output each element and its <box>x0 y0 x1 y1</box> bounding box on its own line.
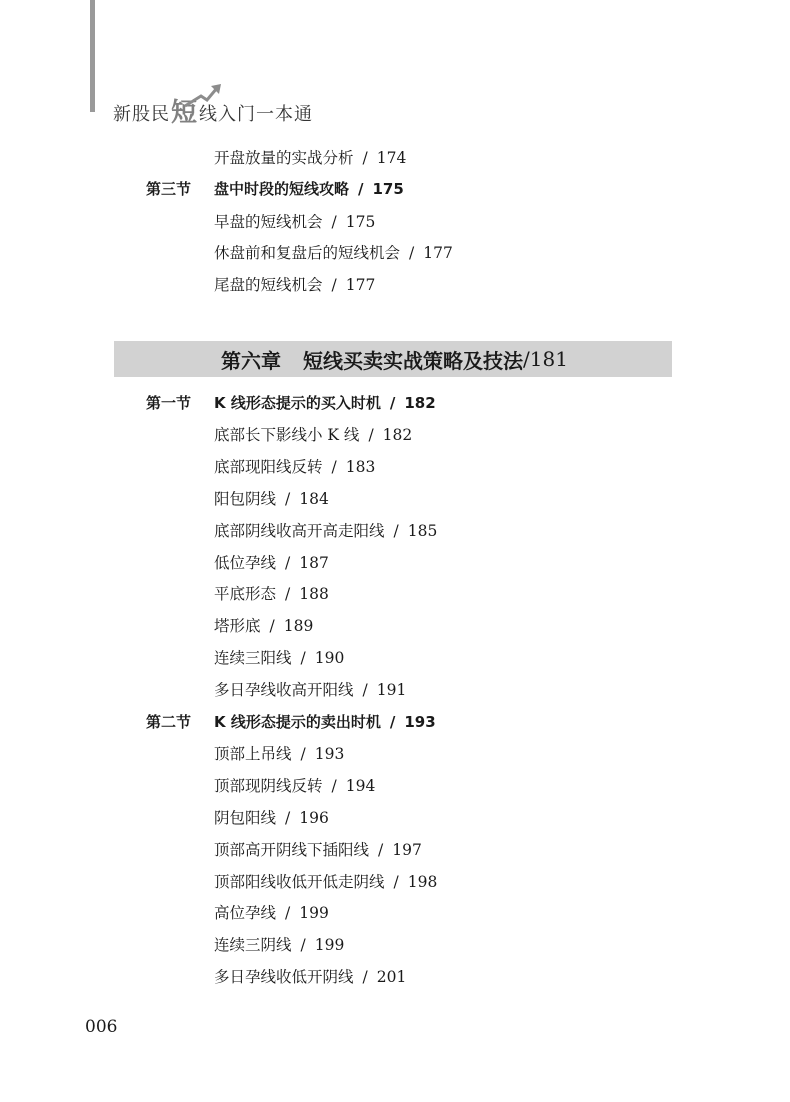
toc-entry-page: 174 <box>376 149 407 167</box>
toc-entry-page: 175 <box>345 212 376 231</box>
toc-entry <box>214 392 436 413</box>
toc-entry-page: 177 <box>423 244 453 263</box>
toc-entry <box>214 711 436 732</box>
book-title-prefix: 新股民 <box>113 104 170 125</box>
toc-entry-page: 182 <box>404 393 436 412</box>
toc-entry-page: 187 <box>299 553 329 572</box>
toc-separator: / <box>331 276 337 295</box>
toc-entry-title: 多日孕线收高开阳线 <box>214 681 354 700</box>
toc-entry-row <box>0 741 790 765</box>
toc-entry-title: 尾盘的短线机会 <box>214 276 323 295</box>
toc-entry-row <box>0 805 790 829</box>
toc-entry <box>214 551 329 573</box>
toc-entry-page: 196 <box>299 808 329 827</box>
toc-entry-row <box>0 486 790 510</box>
toc-entry-row <box>0 900 790 924</box>
toc-section-label: 第二节 <box>146 712 192 731</box>
toc-entry <box>214 870 437 892</box>
toc-entry-row <box>0 964 790 988</box>
toc-entry-title: 多日孕线收低开阴线 <box>214 968 354 987</box>
toc-entry-title: 阴包阳线 <box>214 808 277 827</box>
toc-separator: / <box>300 649 306 668</box>
toc-separator: / <box>269 617 275 636</box>
toc-entry-page: 175 <box>372 180 404 199</box>
toc-entry <box>214 614 313 636</box>
toc-entry <box>214 241 453 263</box>
toc-separator: / <box>362 149 368 167</box>
toc-entry-row <box>0 645 790 669</box>
toc-separator: / <box>389 393 396 412</box>
toc-entry-row <box>0 422 790 446</box>
toc-entry-title: 连续三阴线 <box>214 936 292 955</box>
toc-entry-row <box>0 613 790 637</box>
toc-separator: / <box>378 840 384 859</box>
toc-entry-title: 休盘前和复盘后的短线机会 <box>214 244 401 263</box>
toc-entry <box>214 519 437 541</box>
toc-entry <box>214 965 406 987</box>
toc-entry-title: 低位孕线 <box>214 553 277 572</box>
toc-entry-title: K 线形态提示的卖出时机 <box>214 712 381 731</box>
toc-separator: / <box>285 585 291 604</box>
toc-entry <box>214 146 406 168</box>
toc-section-row <box>0 709 790 733</box>
toc-entry-page: 193 <box>314 744 345 763</box>
toc-entry <box>214 774 375 796</box>
chapter-label: 第六章 <box>221 348 281 373</box>
toc-separator: / <box>285 808 291 827</box>
toc-entry-page: 188 <box>299 585 329 604</box>
toc-entry <box>214 678 406 700</box>
toc-entry-title: 底部长下影线小 K 线 <box>214 425 360 444</box>
book-title-suffix: 线入门一本通 <box>199 104 314 125</box>
toc-section-label: 第三节 <box>146 180 192 199</box>
toc-entry-page: 193 <box>404 712 436 731</box>
toc-entry-title: 早盘的短线机会 <box>214 212 323 231</box>
toc-entry-title: 盘中时段的短线攻略 <box>214 180 350 199</box>
toc-entry-page: 201 <box>376 968 407 987</box>
toc-entry-page: 194 <box>345 776 376 795</box>
toc-entry-row <box>0 209 790 233</box>
toc-entry-row <box>0 869 790 893</box>
toc-separator: / <box>331 776 337 795</box>
toc-entry-title: 顶部现阴线反转 <box>214 776 323 795</box>
toc-entry-title: 底部现阳线反转 <box>214 457 323 476</box>
toc-entry <box>214 455 375 477</box>
toc-entry-title: K 线形态提示的买入时机 <box>214 393 381 412</box>
toc-entry-row <box>0 581 790 605</box>
toc-entry-row <box>0 454 790 478</box>
toc-entry-row <box>0 240 790 264</box>
chapter-title: 短线买卖实战策略及技法 <box>303 348 523 373</box>
toc-entry-title: 底部阴线收高开高走阳线 <box>214 521 385 540</box>
toc-section-row <box>0 390 790 414</box>
toc-entry-row <box>0 145 790 169</box>
toc-separator: / <box>285 904 291 923</box>
toc-entry-title: 顶部阳线收低开低走阴线 <box>214 872 385 891</box>
toc-entry-title: 阳包阴线 <box>214 489 277 508</box>
toc-section-label: 第一节 <box>146 393 192 412</box>
chapter-page: /181 <box>523 347 568 371</box>
toc-entry-title: 开盘放量的实战分析 <box>214 149 354 167</box>
toc-entry-row <box>0 518 790 542</box>
toc-entry-page: 191 <box>376 681 407 700</box>
toc-separator: / <box>358 180 364 199</box>
toc-entry <box>214 178 404 199</box>
toc-entry-title: 顶部高开阴线下插阳线 <box>214 840 370 859</box>
toc-entry-page: 190 <box>314 649 345 668</box>
toc-separator: / <box>393 521 399 540</box>
toc-separator: / <box>393 872 399 891</box>
toc-entry-row <box>0 837 790 861</box>
toc-entry <box>214 646 344 668</box>
toc-entry-title: 平底形态 <box>214 585 277 604</box>
toc-entry <box>214 838 422 860</box>
toc-entry-page: 199 <box>299 904 329 923</box>
toc-separator: / <box>409 244 415 263</box>
toc-separator: / <box>331 212 337 231</box>
toc-entry <box>214 806 329 828</box>
toc-entry-row <box>0 272 790 296</box>
toc-entry-title: 顶部上吊线 <box>214 744 292 763</box>
toc-entry-page: 189 <box>283 617 314 636</box>
toc-entry-row <box>0 550 790 574</box>
toc-separator: / <box>285 489 291 508</box>
toc-separator: / <box>331 457 337 476</box>
chapter-heading <box>114 341 672 377</box>
toc-entry-page: 177 <box>345 276 376 295</box>
toc-entry <box>214 582 329 604</box>
toc-entry <box>214 933 344 955</box>
toc-separator: / <box>285 553 291 572</box>
toc-entry-title: 高位孕线 <box>214 904 277 923</box>
toc-entry-page: 183 <box>345 457 376 476</box>
toc-entry <box>214 901 329 923</box>
toc-separator: / <box>362 681 368 700</box>
toc-separator: / <box>300 744 306 763</box>
toc-entry-row <box>0 932 790 956</box>
toc-entry <box>214 423 412 445</box>
toc-separator: / <box>389 712 396 731</box>
toc-entry <box>214 210 375 232</box>
toc-separator: / <box>368 425 374 444</box>
toc-section-row <box>0 177 790 201</box>
toc-entry-page: 197 <box>392 840 422 859</box>
toc-separator: / <box>300 936 306 955</box>
toc-entry <box>214 742 344 764</box>
toc-entry-page: 199 <box>314 936 345 955</box>
toc-entry-page: 182 <box>382 425 413 444</box>
toc-entry-row <box>0 677 790 701</box>
toc-entry <box>214 487 329 509</box>
toc-entry-title: 连续三阳线 <box>214 649 292 668</box>
toc-entry-page: 198 <box>407 872 438 891</box>
toc-separator: / <box>362 968 368 987</box>
toc-entry-title: 塔形底 <box>214 617 261 636</box>
page-number: 006 <box>85 1017 118 1037</box>
toc-entry-page: 185 <box>407 521 438 540</box>
book-title-emphasis-char: 短 <box>171 98 199 128</box>
toc-entry-row <box>0 773 790 797</box>
toc-entry <box>214 273 375 295</box>
toc-entry-page: 184 <box>299 489 329 508</box>
